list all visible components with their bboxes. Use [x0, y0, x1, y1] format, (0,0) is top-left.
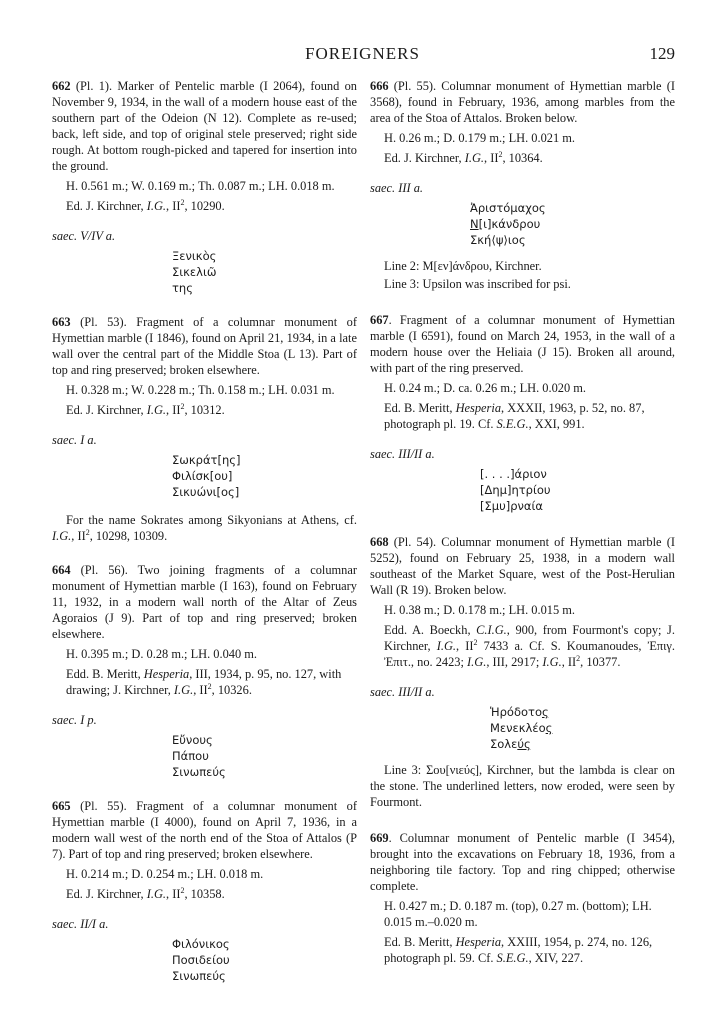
inscription-line: Σικυώνι[ος] [172, 485, 240, 499]
entry-665 [52, 798, 357, 984]
entry-663 [52, 314, 357, 544]
entry-description: 666 (Pl. 55). Columnar monument of Hymettian marble (I 3568), found in February, 1936, among marbles from the area of the Stoa of Attalos. Broken below. [370, 79, 675, 125]
inscription-text [172, 936, 357, 984]
date-label: saec. II/I a. [52, 917, 109, 931]
date-label: saec. III/II a. [370, 685, 435, 699]
right-column [370, 78, 675, 980]
inscription-line: Εὔνους [172, 733, 213, 747]
date-label: saec. III a. [370, 181, 423, 195]
entry-662 [52, 78, 357, 296]
date-label: saec. I p. [52, 713, 97, 727]
running-title: FOREIGNERS [305, 44, 420, 63]
edition: Ed. J. Kirchner, I.G., $II^2$, 10364. [384, 149, 543, 165]
entry-number: 669 [370, 831, 389, 845]
edition: Ed. B. Meritt, Hesperia, XXIII, 1954, p. 274, no. 126, photograph pl. 59. Cf. S.E.G., XIV, 227. [384, 935, 653, 965]
inscription-text [172, 732, 357, 780]
inscription-line: Ἡρόδοτος [490, 705, 549, 719]
entry-description: 667. Fragment of a columnar monument of Hymettian marble (I 6591), found on March 24, 1953, in the wall of a modern house over the Heliaia (J 15). Broken all around, with part of the ring preserved. [370, 313, 675, 375]
date-label: saec. V/IV a. [52, 229, 116, 243]
edition: Edd. A. Boeckh, C.I.G., 900, from Fourmont's copy; J. Kirchner, I.G., $II^2$ 7433 a. Cf. S. Koumanoudes, Ἐπιγ. Ἐπιτ., no. 2423; I.G., III, 2917; I.G., $II^2$, 10377. [384, 623, 675, 669]
inscription-line: Πάπου [172, 749, 209, 763]
inscription-line: Φιλόνικος [172, 937, 230, 951]
entry-668 [370, 534, 675, 810]
measurements: H. 0.395 m.; D. 0.28 m.; LH. 0.040 m. [66, 647, 258, 661]
entry-664 [52, 562, 357, 780]
entry-number: 662 [52, 79, 71, 93]
edition: Ed. J. Kirchner, I.G., $II^2$, 10290. [66, 197, 225, 213]
inscription-line: Σκή⟨ψ⟩ιος [470, 233, 526, 247]
inscription-line: Μενεκλέος [490, 721, 553, 735]
entry-description: 662 (Pl. 1). Marker of Pentelic marble (I 2064), found on November 9, 1934, in the wall of a modern house east of the southern part of the Odeion (N 12). Complete as re-used; back, left side, and top of original stele preserved; right side rough. At bottom rough-picked and tapered for insertion into the ground. [52, 79, 357, 173]
inscription-line: Φιλίσκ[ου] [172, 469, 233, 483]
apparatus-note: Line 3: Upsilon was inscribed for psi. [384, 277, 571, 291]
measurements: H. 0.214 m.; D. 0.254 m.; LH. 0.018 m. [66, 867, 264, 881]
edition: Ed. B. Meritt, Hesperia, XXXII, 1963, p. 52, no. 87, photograph pl. 19. Cf. S.E.G., XXI, 991. [384, 401, 645, 431]
inscription-text [172, 452, 357, 500]
inscription-line: [. . . .]άριον [480, 467, 547, 481]
inscription-line: [Σμυ]ρναία [480, 499, 543, 513]
inscription-line: Ποσιδείου [172, 953, 230, 967]
inscription-text [470, 200, 675, 248]
inscription-line: της [172, 281, 193, 295]
measurements: H. 0.38 m.; D. 0.178 m.; LH. 0.015 m. [384, 603, 576, 617]
entry-number: 664 [52, 563, 71, 577]
inscription-text [490, 704, 675, 752]
date-label: saec. III/II a. [370, 447, 435, 461]
entry-667 [370, 312, 675, 514]
measurements: H. 0.328 m.; W. 0.228 m.; Th. 0.158 m.; LH. 0.031 m. [66, 383, 335, 397]
entry-number: 667 [370, 313, 389, 327]
inscription-line: Σωκράτ[ης] [172, 453, 241, 467]
inscription-line: [Δημ]ητρίου [480, 483, 551, 497]
inscription-line: Ν[ι]κάνδρου [470, 217, 541, 231]
page-number: 129 [649, 44, 675, 63]
left-column [52, 78, 357, 998]
entry-669 [370, 830, 675, 966]
measurements: H. 0.561 m.; W. 0.169 m.; Th. 0.087 m.; LH. 0.018 m. [66, 179, 335, 193]
inscription-line: Σικελιῶ [172, 265, 217, 279]
entry-description: 668 (Pl. 54). Columnar monument of Hymettian marble (I 5252), found on February 25, 1938, in a modern wall southeast of the Market Square, west of the Post-Herulian Wall (R 19). Broken below. [370, 535, 675, 597]
entry-number: 666 [370, 79, 389, 93]
entry-description: 669. Columnar monument of Pentelic marble (I 3454), brought into the excavations on February 18, 1936, from a neighboring tile factory. Top and ring chipped; otherwise complete. [370, 831, 675, 893]
entry-description: 663 (Pl. 53). Fragment of a columnar monument of Hymettian marble (I 1846), found on April 21, 1934, in a late wall over the central part of the Middle Stoa (L 13). Part of top and ring preserved; broken elsewhere. [52, 315, 357, 377]
entry-666 [370, 78, 675, 292]
entry-number: 663 [52, 315, 71, 329]
measurements: H. 0.24 m.; D. ca. 0.26 m.; LH. 0.020 m. [384, 381, 587, 395]
measurements: H. 0.26 m.; D. 0.179 m.; LH. 0.021 m. [384, 131, 576, 145]
measurements: H. 0.427 m.; D. 0.187 m. (top), 0.27 m. (bottom); LH. 0.015 m.–0.020 m. [384, 899, 652, 929]
apparatus-note: Line 2: Μ[εν]άνδρου, Kirchner. [384, 259, 542, 273]
inscription-text [480, 466, 675, 514]
inscription-line: Ξενικὸς [172, 249, 217, 263]
edition: Ed. J. Kirchner, I.G., $II^2$, 10358. [66, 885, 225, 901]
inscription-line: Ἀριστόμαχος [470, 201, 546, 215]
edition: Ed. J. Kirchner, I.G., $II^2$, 10312. [66, 401, 225, 417]
commentary: Line 3: Σου[νιεύς], Kirchner, but the lambda is clear on the stone. The underlined letters, now eroded, were seen by Fourmont. [370, 763, 675, 809]
edition: Edd. B. Meritt, Hesperia, III, 1934, p. 95, no. 127, with drawing; J. Kirchner, I.G., $II^2$, 10326. [66, 667, 342, 697]
inscription-line: Σολεύς [490, 737, 531, 751]
entry-number: 668 [370, 535, 389, 549]
page-header [50, 44, 675, 68]
commentary: For the name Sokrates among Sikyonians at Athens, cf. I.G., $II^2$, 10298, 10309. [52, 513, 357, 543]
date-label: saec. I a. [52, 433, 97, 447]
inscription-text [172, 248, 357, 296]
inscription-line: Σινωπεύς [172, 969, 226, 983]
entry-number: 665 [52, 799, 71, 813]
entry-description: 665 (Pl. 55). Fragment of a columnar monument of Hymettian marble (I 4000), found on April 7, 1936, in a modern wall west of the north end of the Stoa of Attalos (P 7). Part of top and ring preserved; broken elsewhere. [52, 799, 357, 861]
entry-description: 664 (Pl. 56). Two joining fragments of a columnar monument of Hymettian marble (I 163), found on February 11, 1932, in a modern wall north of the Altar of Zeus Agoraios (J 9). Part of top and ring preserved; broken elsewhere. [52, 563, 357, 641]
inscription-line: Σινωπεύς [172, 765, 226, 779]
